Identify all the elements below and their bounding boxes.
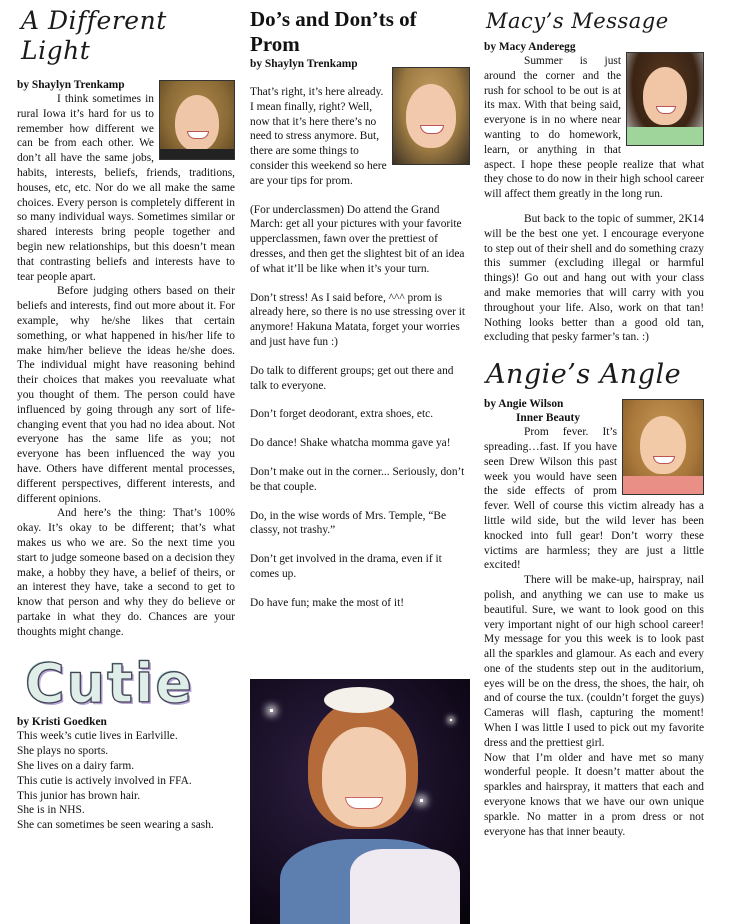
- angie-photo: [622, 399, 704, 495]
- prom-paragraph: That’s right, it’s here already. I mean finally, right? Well, now that it’s here there’s no need to stress anymore. But, there are some things to consider this weekend so here are your tips for prom.: [250, 86, 387, 187]
- cutie-line: She lives on a dairy farm.: [17, 760, 135, 773]
- cutie-line: This cutie is actively involved in FFA.: [17, 774, 192, 787]
- macy-paragraph: Summer is just around the corner and the rush for school to be out is at its max. With that being said, everyone is in no where near wanting to do homework, learn, or anything in that aspect. I hope these people realize that what they chose to do now in their high school career will affect them greatly in the long run.: [484, 55, 704, 201]
- macy-byline: by Macy Anderegg: [484, 41, 576, 53]
- column-different-light: [17, 0, 235, 833]
- prom-title: Do’s and Don’ts of Prom: [250, 7, 417, 56]
- different-light-title: A Different Light: [21, 6, 167, 65]
- angie-paragraph: Now that I’m older and have met so many wonderful people. It doesn’t matter about the sparkles and hairspray, it matters that each and everyone knows that we have our own unique sparkle. No matter in a prom dress or not everyone has that inner beauty.: [484, 751, 704, 838]
- cutie-byline: by Kristi Goedken: [17, 716, 107, 729]
- shaylyn-photo-2: [392, 67, 470, 165]
- cutie-title: Cutie: [25, 652, 195, 716]
- shaylyn-photo-1: [159, 80, 235, 160]
- macy-photo: [626, 52, 704, 146]
- different-light-byline: by Shaylyn Trenkamp: [17, 79, 125, 91]
- column-prom: [250, 0, 470, 611]
- prom-tip: Do have fun; make the most of it!: [250, 596, 405, 609]
- different-light-paragraph: And here’s the thing: That’s 100% okay. It’s okay to be different; that’s what makes us who we are. So the next time you start to judge someone based on a decision they make, a hobby they have, a belief of theirs, or an interest they have, take a second to get to know that person and why they do believe or partake in what they do. Chances are your thoughts might change.: [17, 507, 235, 638]
- cutie-line: This junior has brown hair.: [17, 789, 141, 802]
- cutie-line: She is in NHS.: [17, 804, 85, 817]
- macy-title: Macy’s Message: [486, 9, 669, 33]
- prom-tip: Do, in the wise words of Mrs. Temple, “Be classy, not trashy.”: [250, 509, 447, 537]
- cutie-line: This week’s cutie lives in Earlville.: [17, 730, 178, 743]
- macy-paragraph: But back to the topic of summer, 2K14 will be the best one yet. I encourage everyone to step out of their shell and do something crazy this summer (excluding illegal or harmful things)! Go out and hang out with your class and make memories that will carry with you throughout your life. Also, work on that tan! Nothing looks better than a good old tan, excluding that pesky farmer’s tan. :): [484, 212, 704, 344]
- column-macy: [484, 0, 704, 839]
- prom-tip: Don’t make out in the corner... Seriously, don’t be that couple.: [250, 465, 465, 493]
- prom-tip: Do dance! Shake whatcha momma gave ya!: [250, 437, 451, 450]
- prom-tip: (For underclassmen) Do attend the Grand March: get all your pictures with your favorite upperclassmen, fawn over the prettiest of dresses, and then get the slightest bit of an idea of what it’ll be like when it’s your turn.: [250, 203, 465, 275]
- cutie-line: She can sometimes be seen wearing a sash.: [17, 819, 214, 832]
- different-light-paragraph: Before judging others based on their beliefs and interests, find out more about it. For example, why he/she likes that certain something, or what happened in his/her life to make him/her believe the ideas he/she does. The individual might have reasoning behind their choices that makes you reevaluate what you thought of them. The person could have influenced by going through any sort of life-changing event that you had no idea about. Not everyone has the same life as you; not everyone has been influenced the way you have. Others have different mental processes, different perspectives, different interests, and different opinions.: [17, 285, 235, 505]
- different-light-paragraph: I think sometimes in rural Iowa it’s hard for us to remember how different we can be from each other. We don’t all have the same jobs, habits, interests, beliefs, friends, traditions, houses, etc, etc. Nor do we all make the same choices. Every person is completely different in so many individual ways. Sometimes similar or shared interests bring people together and begin new relationships, but this doesn’t mean that contrasting beliefs and interests have to tear people apart.: [17, 93, 235, 283]
- angie-title: Angie’s Angle: [486, 359, 682, 391]
- angie-paragraph: Prom fever. It’s spreading…fast. If you have seen Drew Wilson this past week you would have seen the side effects of prom fever. Well of course this victim already has a little wild side, but the wild lever has been knocked into full gear! Don’t worry these victims are harmless; they are just a little excited!: [484, 426, 704, 572]
- cutie-baby-photo: [250, 679, 470, 924]
- angie-byline: by Angie Wilson: [484, 398, 564, 411]
- prom-tip: Do talk to different groups; get out there and talk to everyone.: [250, 364, 454, 392]
- prom-tip: Don’t forget deodorant, extra shoes, etc.: [250, 408, 434, 421]
- cutie-line: She plays no sports.: [17, 745, 109, 758]
- prom-tip: Don’t get involved in the drama, even if it comes up.: [250, 553, 442, 580]
- prom-tip: Don’t stress! As I said before, ^^^ prom is already here, so there is no use stressing over it anymore! Hakuna Matata, forget your worries and just have fun :): [250, 291, 466, 348]
- angie-paragraph: There will be make-up, hairspray, nail polish, and anything we can use to make us beautiful. Sure, we want to look good on this very important night of our high school career! My message for you this week is to look past all the sparkles and glamour. As each and every one of the students step out in the auditorium, eyes will be on the dress, the shoes, the hair, oh and of course the tux. (couldn’t forget the guys) Cameras will flash, capturing the moment! When I was little I used to pick out my favorite dress and the prettiest girl.: [484, 574, 704, 749]
- angie-subtitle: Inner Beauty: [516, 412, 581, 425]
- prom-byline: by Shaylyn Trenkamp: [250, 58, 358, 70]
